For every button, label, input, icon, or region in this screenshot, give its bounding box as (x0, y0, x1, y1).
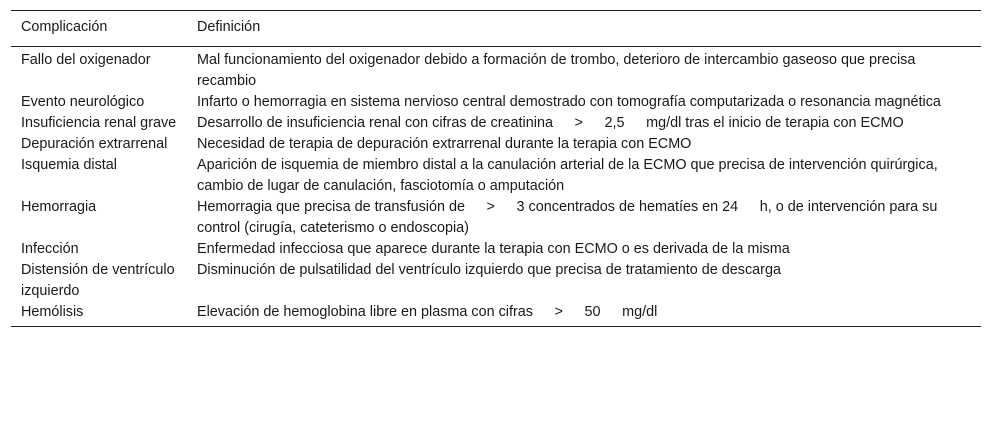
complications-table-container (11, 10, 981, 327)
row-term: Distensión de ventrículo izquierdo (21, 262, 175, 299)
table-row (11, 92, 981, 113)
row-definition: Elevación de hemoglobina libre en plasma con cifras > 50 mg/dl (197, 304, 658, 320)
table-row (11, 155, 981, 197)
row-term: Hemorragia (21, 199, 97, 215)
row-term: Infección (21, 241, 79, 257)
table-row (11, 134, 981, 155)
header-definition: Definición (197, 19, 261, 35)
complications-table (11, 10, 981, 327)
row-term: Evento neurológico (21, 94, 145, 110)
header-row (11, 11, 981, 47)
row-definition: Desarrollo de insuficiencia renal con cifras de creatinina > 2,5 mg/dl tras el inicio de terapia con ECMO (197, 115, 904, 131)
row-term: Isquemia distal (21, 157, 117, 173)
row-term: Depuración extrarrenal (21, 136, 168, 152)
table-row (11, 113, 981, 134)
row-definition: Aparición de isquemia de miembro distal a la canulación arterial de la ECMO que precisa de intervención quirúrgica, cambio de lugar de canulación, fasciotomía o amputación (197, 157, 938, 194)
row-definition: Infarto o hemorragia en sistema nervioso central demostrado con tomografía computarizada o resonancia magnética (197, 94, 941, 110)
row-definition: Necesidad de terapia de depuración extrarrenal durante la terapia con ECMO (197, 136, 692, 152)
row-definition: Disminución de pulsatilidad del ventrículo izquierdo que precisa de tratamiento de descarga (197, 262, 781, 278)
table-row (11, 239, 981, 260)
row-term: Insuficiencia renal grave (21, 115, 177, 131)
row-term: Fallo del oxigenador (21, 52, 151, 68)
table-header (11, 11, 981, 47)
row-term: Hemólisis (21, 304, 84, 320)
table-row (11, 197, 981, 239)
table-row (11, 302, 981, 327)
row-definition: Mal funcionamiento del oxigenador debido a formación de trombo, deterioro de intercambio gaseoso que precisa recambio (197, 52, 916, 89)
header-complication: Complicación (21, 19, 108, 35)
row-definition: Hemorragia que precisa de transfusión de > 3 concentrados de hematíes en 24 h, o de intervención para su control (cirugía, cateterismo o endoscopia) (197, 199, 938, 236)
table-row (11, 47, 981, 93)
table-row (11, 260, 981, 302)
table-body (11, 47, 981, 327)
row-definition: Enfermedad infecciosa que aparece durante la terapia con ECMO o es derivada de la misma (197, 241, 790, 257)
